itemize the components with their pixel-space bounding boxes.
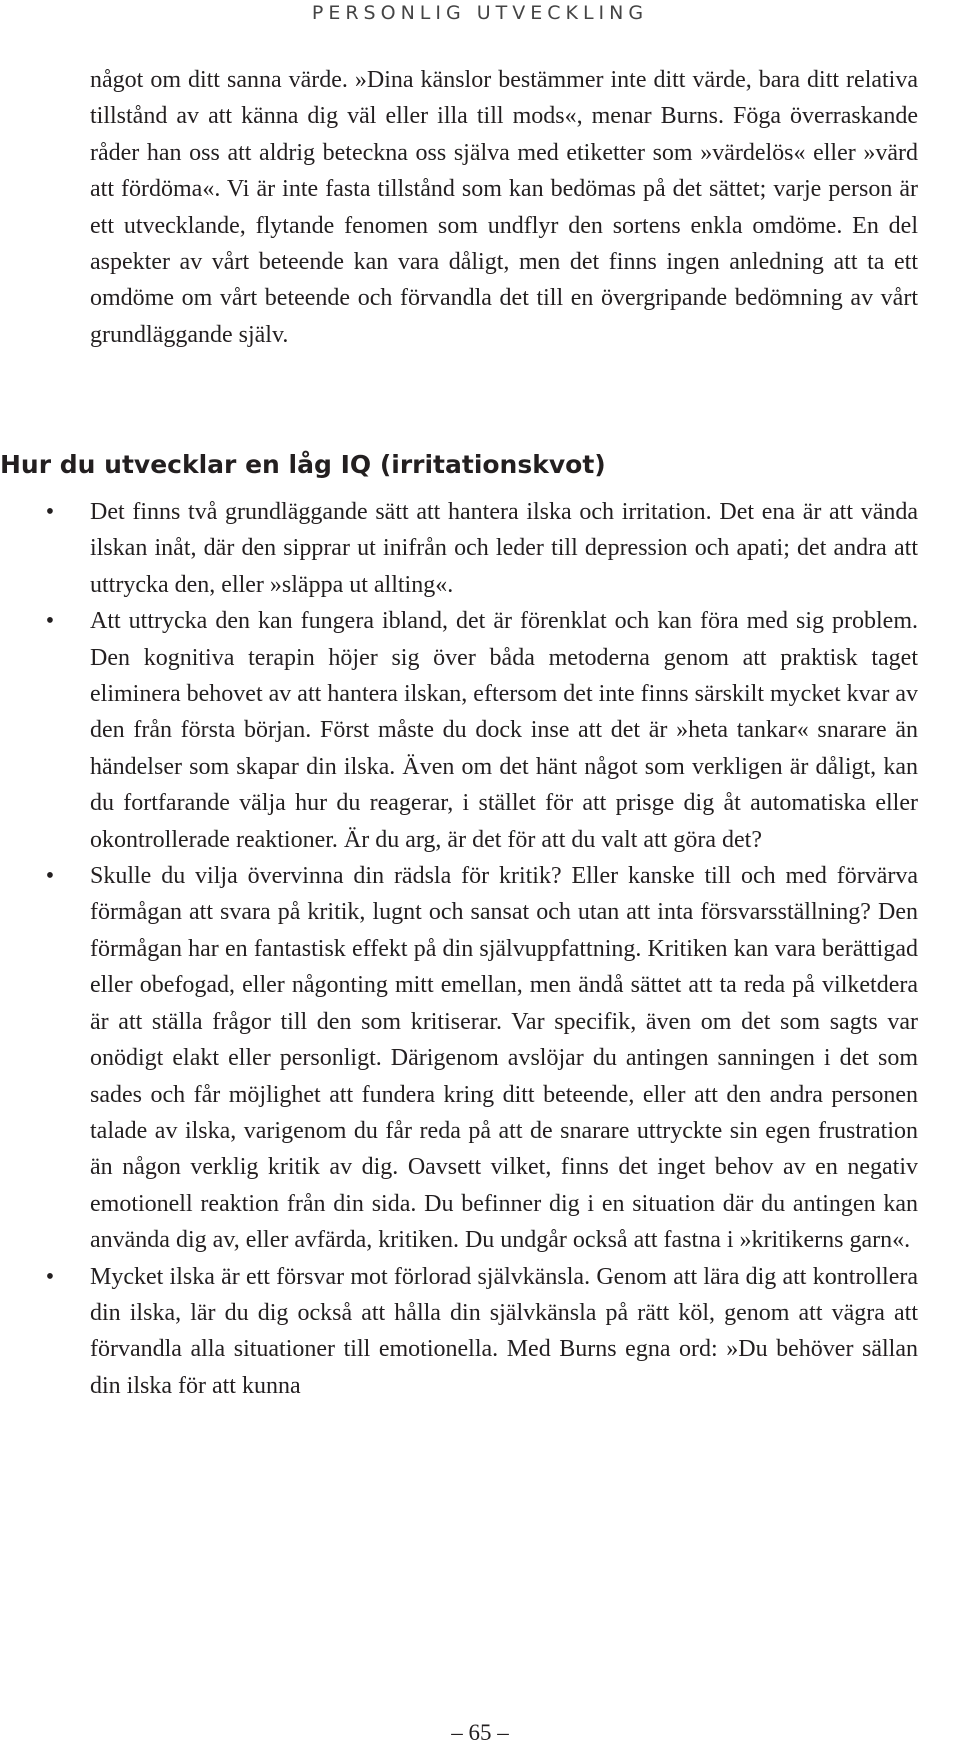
bullet-marker: •: [45, 499, 55, 525]
intro-paragraph: något om ditt sanna värde. »Dina känslor bestämmer inte ditt värde, bara ditt relativa tillstånd av att känna dig väl eller illa till mods«, menar Burns. Föga överraskande råder han oss att aldrig beteckna oss själva med etiketter som »värdelös« eller »värd att fördöma«. Vi är inte fasta tillstånd som kan bedömas på det sättet; varje person är ett utvecklande, flytande fenomen som undflyr den sortens enkla omdöme. En del aspekter av vårt beteende kan vara dåligt, men det finns ingen anledning att ta ett omdöme om vårt beteende och förvandla det till en övergripande bedömning av vårt grundläggande själv.: [90, 67, 918, 348]
list-item-text: Skulle du vilja övervinna din rädsla för kritik? Eller kanske till och med förvärva förmågan att svara på kritik, lugnt och sansat och utan att inta försvarsställning? Den förmågan har en fantastisk effekt på din självuppfattning. Kritiken kan vara berättigad eller obefogad, eller någonting mitt emellan, men ändå sättet att ta reda på vilketdera är att ställa frågor till den som kritiserar. Var specifik, även om det som sagts var onödigt elakt eller personligt. Därigenom avslöjar du antingen sanningen i det som sades och får möjlighet att fundera kring ditt beteende, eller att den andra personen talade av ilska, varigenom du får reda på att de snarare uttryckte sin egen frustration än någon verklig kritik av dig. Oavsett vilket, finns det inget behov av en negativ emotionell reaktion från din sida. Du befinner dig i en situation där du antingen kan använda dig av, eller avfärda, kritiken. Du undgår också att fastna i »kritikerns garn«.: [90, 863, 918, 1254]
section-heading: Hur du utvecklar en låg IQ (irritationskvot): [0, 450, 606, 479]
list-item-text: Att uttrycka den kan fungera ibland, det är förenklat och kan föra med sig problem. Den kognitiva terapin höjer sig över båda metoderna genom att praktisk taget eliminera behovet av att hantera ilskan, eftersom det inte finns särskilt mycket kvar av den från första början. Först måste du dock inse att det är »heta tankar« snarare än händelser som skapar din ilska. Även om det hänt något som verkligen är dåligt, kan du fortfarande välja hur du reagerar, i stället för att prisge dig åt automatiska eller okontrollerade reaktioner. Är du arg, är det för att du valt att göra det?: [90, 608, 918, 853]
list-item: [45, 858, 918, 1258]
running-head: PERSONLIG UTVECKLING: [311, 2, 649, 24]
list-item: [45, 603, 918, 858]
list-item: [45, 1259, 918, 1405]
list-item-text: Det finns två grundläggande sätt att hantera ilska och irritation. Det ena är att vända ilskan inåt, där den sipprar ut inifrån och leder till depression och apati; det andra att uttrycka den, eller »släppa ut allting«.: [90, 499, 918, 598]
bullet-marker: •: [45, 1263, 55, 1290]
bullet-marker: •: [45, 608, 55, 635]
bullet-marker: •: [45, 863, 55, 890]
list-item: [45, 494, 918, 603]
page-number: – 65 –: [451, 1720, 509, 1745]
list-item-text: Mycket ilska är ett försvar mot förlorad självkänsla. Genom att lära dig att kontrollera din ilska, lär du dig också att hålla din självkänsla på rätt köl, genom att vägra att förvandla alla situationer till emotionella. Med Burns egna ord: »Du behöver sällan din ilska för att kunna: [90, 1263, 918, 1399]
page-body: [90, 62, 918, 353]
bullet-list: [45, 494, 918, 1404]
